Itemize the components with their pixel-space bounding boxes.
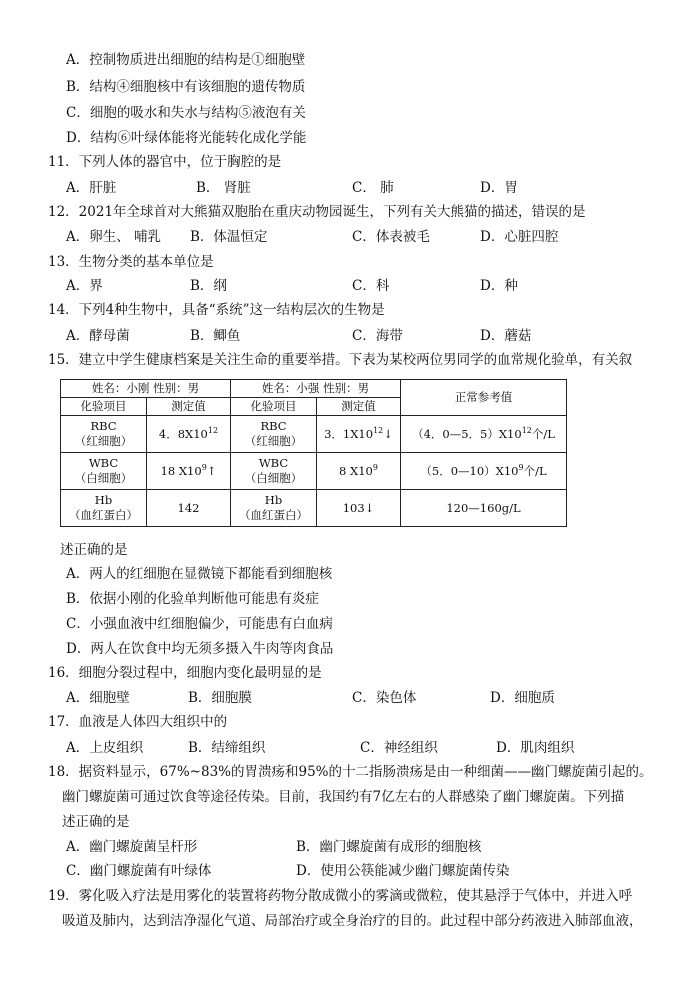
q18-option-a: A．幽门螺旋菌呈杆形 [66,839,198,855]
patient2-header: 姓名：小强 性别：男 [231,380,401,398]
q16-option-c: C．染色体 [352,690,417,706]
reference-cell: 120—160g/L [401,490,567,527]
table-row [61,490,567,527]
q16-option-b: B．细胞膜 [188,690,252,706]
col-item-1: 化验项目 [61,398,147,416]
q18-option-d: D．使用公筷能减少幽门螺旋菌传染 [296,863,510,879]
q12-stem: 12．2021年全球首对大熊猫双胞胎在重庆动物园诞生，下列有关大熊猫的描述，错误的是 [48,204,586,220]
item-cell: WBC （白细胞） [231,453,317,490]
q17-option-b: B．结缔组织 [188,740,266,756]
table-row [61,416,567,453]
q10-option-b: B．结构④细胞核中有该细胞的遗传物质 [66,79,306,95]
value-cell: 103↓ [317,490,401,527]
q18-option-c: C．幽门螺旋菌有叶绿体 [66,863,212,879]
q19-stem-line1: 19．雾化吸入疗法是用雾化的装置将药物分散成微小的雾滴或微粒，使其悬浮于气体中，并进入呼 [48,888,633,904]
reference-cell: （5．$0—10)X10^9$个/L [401,453,567,490]
q11-option-c: C． 肺 [352,180,394,196]
reference-header: 正常参考值 [401,380,567,416]
q18-option-b: B．幽门螺旋菌有成形的细胞核 [296,839,482,855]
q13-stem: 13．生物分类的基本单位是 [48,254,214,270]
q11-option-a: A．肝脏 [66,180,117,196]
item-cell: WBC （白细胞） [61,453,147,490]
q14-option-c: C．海带 [352,328,403,344]
q15-stem-line1: 15．建立中学生健康档案是关注生命的重要举措。下表为某校两位男同学的血常规化验单，有关叙 [48,352,633,368]
q12-option-a: A．卵生、 哺乳 [66,229,162,245]
q11-option-b: B． 肾脏 [196,180,251,196]
q18-stem-line1: 18．据资料显示，67%~83%的胃溃疡和95%的十二指肠溃疡是由一种细菌——幽门螺旋菌引起的。 [48,764,653,780]
value-cell: 18 $X10^9↑$ [147,453,231,490]
q19-stem-line2: 吸道及肺内，达到洁净湿化气道、局部治疗或全身治疗的目的。此过程中部分药液进入肺部血液， [62,913,643,929]
q14-option-d: D．蘑菇 [480,328,532,344]
q14-option-b: B．鲫鱼 [190,328,241,344]
q11-option-d: D．胃 [480,180,518,196]
q15-option-b: B．依据小刚的化验单判断他可能患有炎症 [66,591,319,607]
q15-stem-line2: 述正确的是 [60,542,128,558]
q12-option-c: C．体表被毛 [352,229,430,245]
q16-option-d: D．细胞质 [490,690,555,706]
q16-stem: 16．细胞分裂过程中，细胞内变化最明显的是 [48,665,322,681]
q15-option-c: C．小强血液中红细胞偏少，可能患有白血病 [66,616,333,632]
item-cell: RBC （红细胞） [231,416,317,453]
q10-option-d: D．结构⑥叶绿体能将光能转化成化学能 [66,130,307,146]
q18-stem-line3: 述正确的是 [62,814,130,830]
col-value-2: 测定值 [317,398,401,416]
q15-option-d: D．两人在饮食中均无须多摄入牛肉等肉食品 [66,641,334,657]
q12-option-b: B．体温恒定 [190,229,268,245]
item-cell: RBC （红细胞） [61,416,147,453]
q10-option-a: A．控制物质进出细胞的结构是①细胞壁 [66,52,306,68]
value-cell: 3．$1X10^{12}↓$ [317,416,401,453]
q16-option-a: A．细胞壁 [66,690,130,706]
q17-option-a: A．上皮组织 [66,740,144,756]
q14-stem: 14．下列4种生物中，具备“系统”这一结构层次的生物是 [48,302,385,318]
reference-cell: （4．0—5．$5)X10^{12}$个/L [401,416,567,453]
table-row [61,453,567,490]
q12-option-d: D．心脏四腔 [480,229,559,245]
q17-option-c: C．神经组织 [360,740,438,756]
q14-option-a: A．酵母菌 [66,328,130,344]
col-item-2: 化验项目 [231,398,317,416]
value-cell: 142 [147,490,231,527]
q17-option-d: D．肌肉组织 [496,740,575,756]
value-cell: 8 $X10^9$ [317,453,401,490]
q18-stem-line2: 幽门螺旋菌可通过饮食等途径传染。目前，我国约有7亿左右的人群感染了幽门螺旋菌。下列描 [62,789,625,805]
patient1-header: 姓名：小刚 性别：男 [61,380,231,398]
col-value-1: 测定值 [147,398,231,416]
q13-option-c: C．科 [352,278,390,294]
q13-option-b: B．纲 [190,278,227,294]
blood-test-table [60,379,567,527]
q13-option-a: A．界 [66,278,103,294]
q15-option-a: A．两人的红细胞在显微镜下都能看到细胞核 [66,566,333,582]
value-cell: 4．$8X10^{12}$ [147,416,231,453]
item-cell: Hb （血红蛋白） [231,490,317,527]
q17-stem: 17．血液是人体四大组织中的 [48,714,228,730]
q11-stem: 11．下列人体的器官中，位于胸腔的是 [48,154,282,170]
item-cell: Hb （血红蛋白） [61,490,147,527]
q13-option-d: D．种 [480,278,518,294]
q10-option-c: C．细胞的吸水和失水与结构⑤液泡有关 [66,105,306,121]
